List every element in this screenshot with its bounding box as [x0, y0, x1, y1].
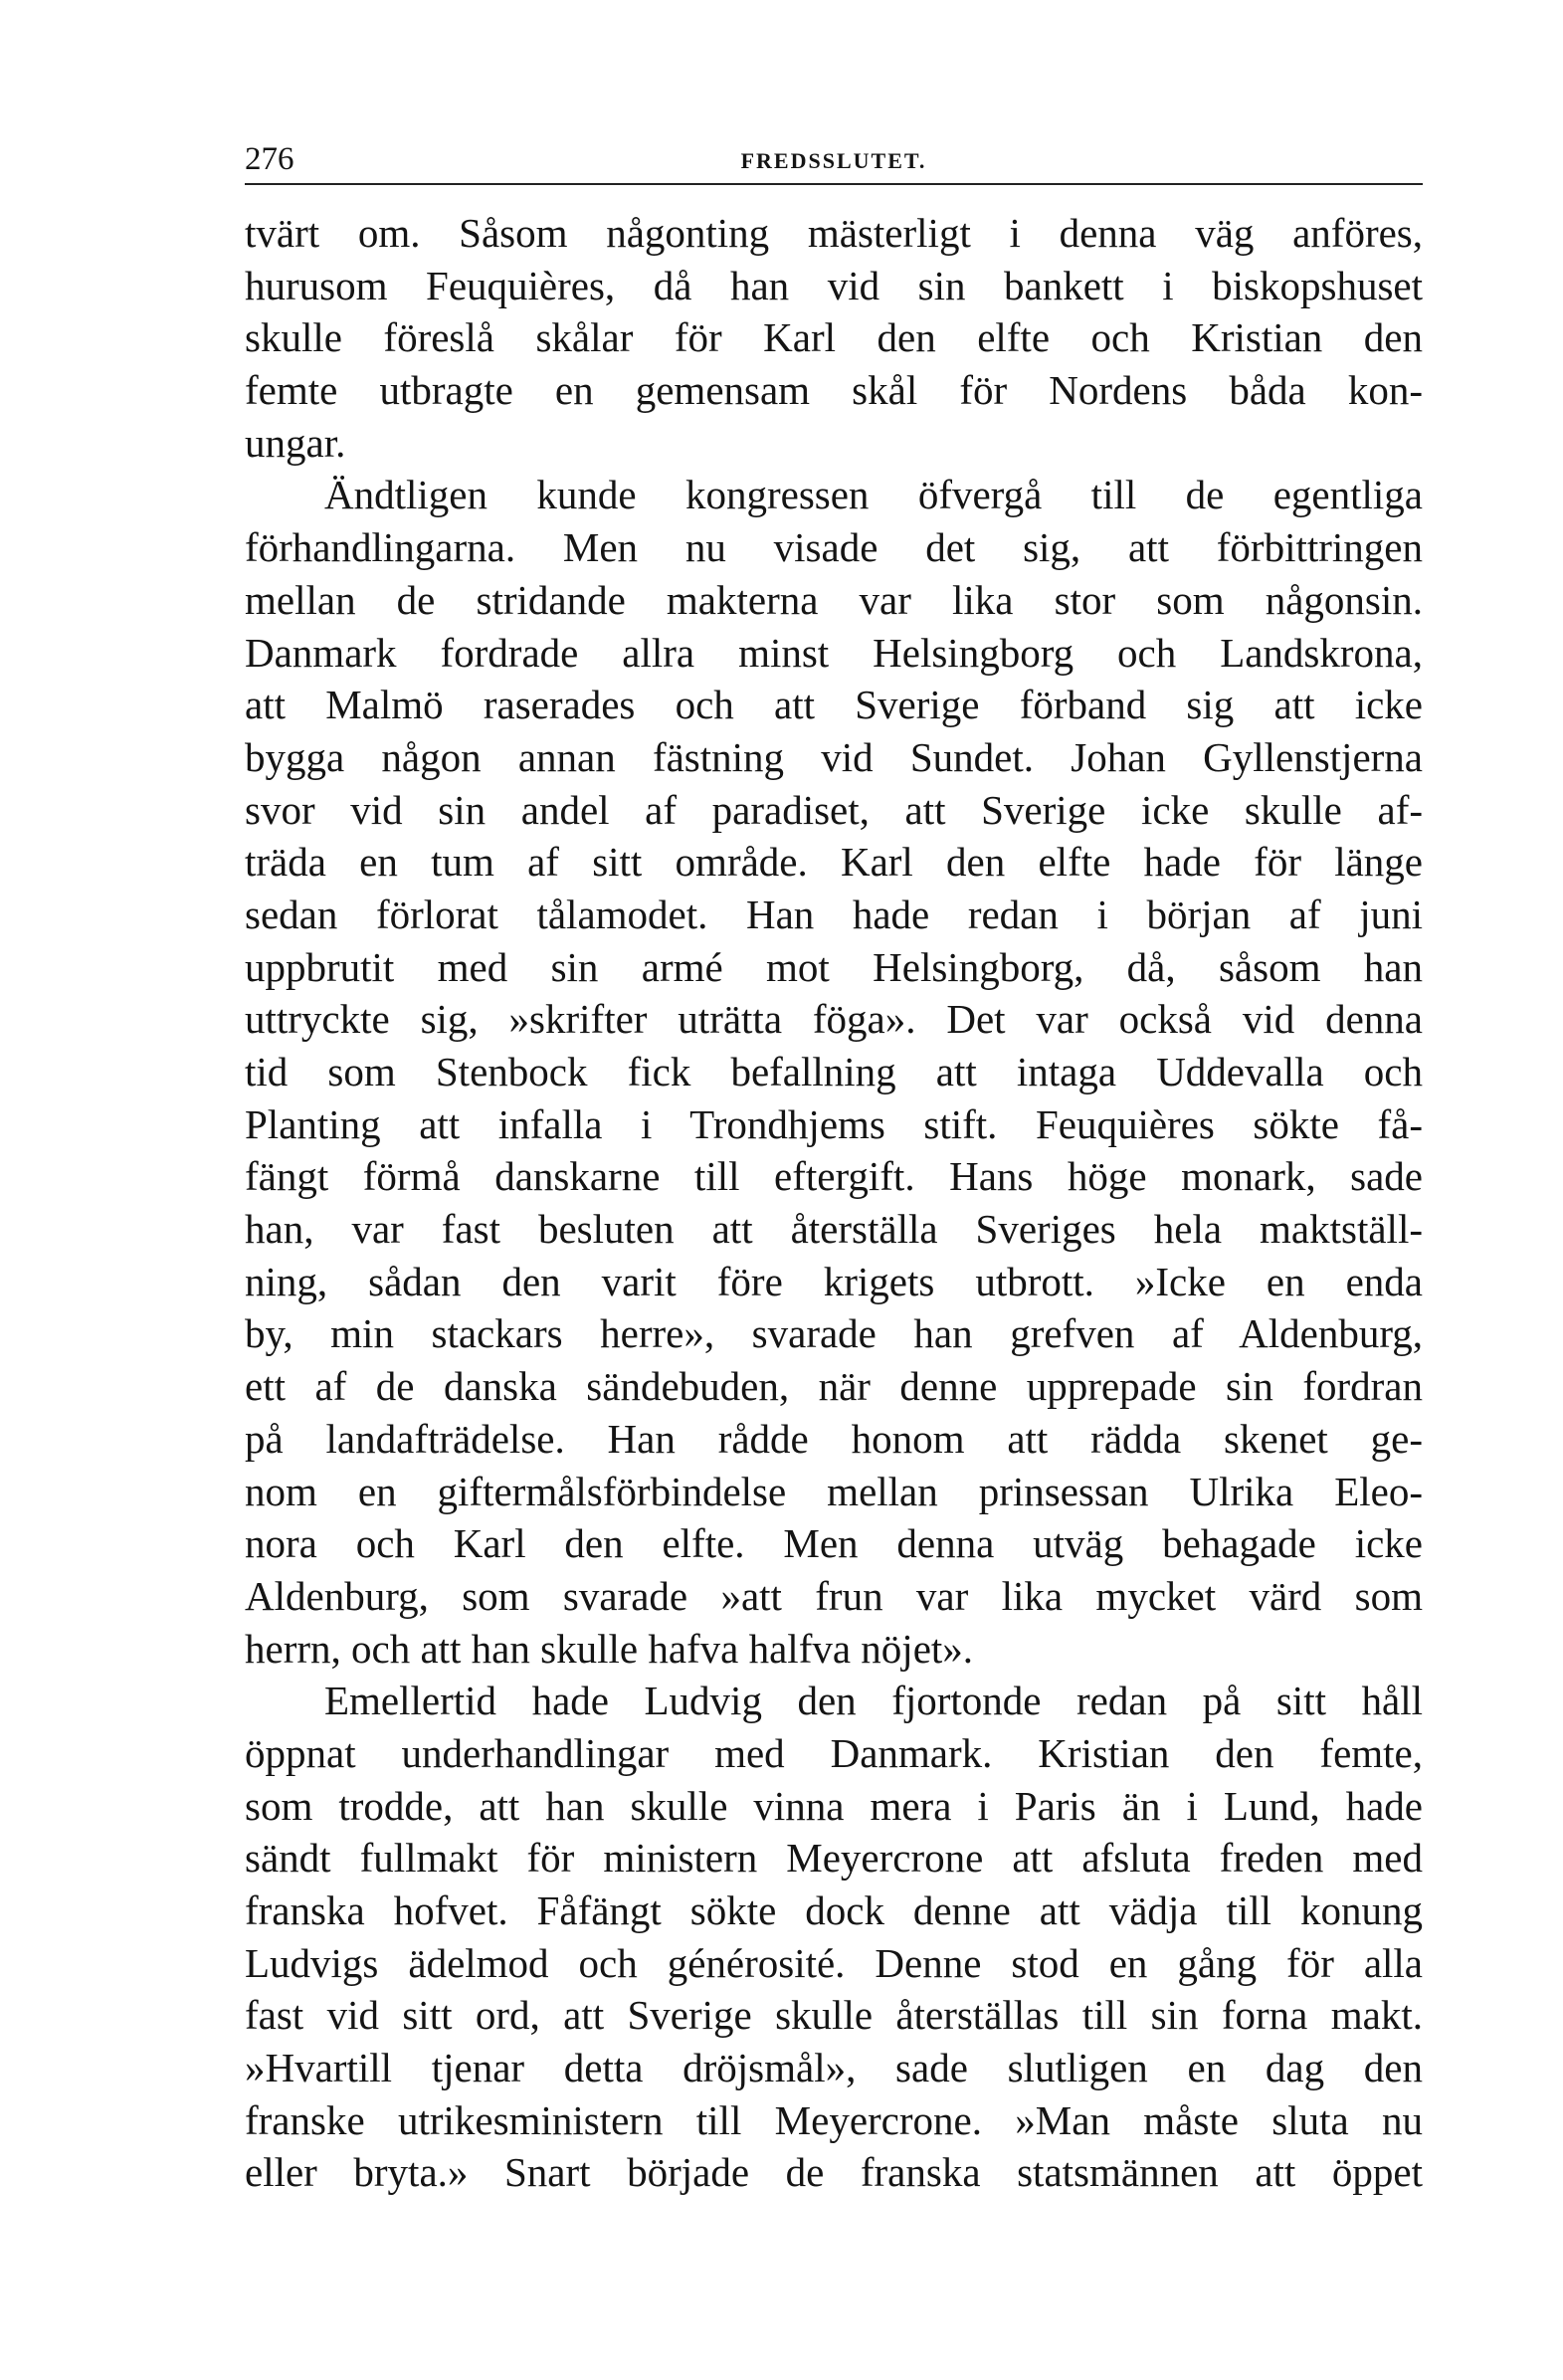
text-line: ning, sådan den varit före krigets utbrott. »Icke en enda: [245, 1258, 1423, 1304]
text-line: förhandlingarna. Men nu visade det sig, att förbittringen: [245, 524, 1423, 571]
page-number: 276: [245, 141, 294, 177]
text-line: nora och Karl den elfte. Men denna utväg behagade icke: [245, 1520, 1423, 1567]
paragraph-2: [245, 469, 1423, 1675]
text-line: skulle föreslå skålar för Karl den elfte och Kristian den: [245, 314, 1423, 361]
text-line: franska hofvet. Fåfängt sökte dock denne att vädja till konung: [245, 1887, 1423, 1933]
text-line: herrn, och att han skulle hafva halfva nöjet».: [245, 1625, 974, 1672]
running-title: FREDSSLUTET.: [740, 148, 927, 173]
text-line: ungar.: [245, 419, 346, 466]
text-line: Ändtligen kunde kongressen öfvergå till de egentliga: [324, 472, 1423, 518]
text-line: på landafträdelse. Han rådde honom att rädda skenet ge-: [245, 1415, 1423, 1462]
text-line: som trodde, att han skulle vinna mera i Paris än i Lund, hade: [245, 1782, 1423, 1829]
text-line: bygga någon annan fästning vid Sundet. Johan Gyllenstjerna: [245, 733, 1423, 780]
text-line: fast vid sitt ord, att Sverige skulle återställas till sin forna makt.: [245, 1992, 1423, 2039]
text-line: eller bryta.» Snart började de franska statsmännen att öppet: [245, 2149, 1423, 2196]
text-line: Ludvigs ädelmod och générosité. Denne stod en gång för alla: [245, 1939, 1423, 1986]
text-line: mellan de stridande makterna var lika stor som någonsin.: [245, 576, 1423, 623]
paragraph-3: [245, 1675, 1423, 2199]
text-line: franske utrikesministern till Meyercrone. »Man måste sluta nu: [245, 2096, 1423, 2143]
text-line: öppnat underhandlingar med Danmark. Kristian den femte,: [245, 1729, 1423, 1776]
text-line: tid som Stenbock fick befallning att intaga Uddevalla och: [245, 1049, 1423, 1094]
text-line: by, min stackars herre», svarade han grefven af Aldenburg,: [245, 1310, 1423, 1357]
book-page: [245, 139, 1423, 2199]
text-line: »Hvartill tjenar detta dröjsmål», sade slutligen en dag den: [245, 2045, 1423, 2091]
text-line: hurusom Feuquières, då han vid sin bankett i biskopshuset: [245, 262, 1423, 308]
text-line: ett af de danska sändebuden, när denne upprepade sin fordran: [245, 1363, 1423, 1410]
text-line: Aldenburg, som svarade »att frun var lika mycket värd som: [245, 1572, 1423, 1619]
text-line: Emellertid hade Ludvig den fjortonde redan på sitt håll: [324, 1678, 1423, 1724]
text-line: Planting att infalla i Trondhjems stift. Feuquières sökte få-: [245, 1100, 1423, 1147]
body-text: [245, 207, 1423, 2199]
text-line: tvärt om. Såsom någonting mästerligt i denna väg anföres,: [245, 210, 1423, 256]
text-line: fängt förmå danskarne till eftergift. Hans höge monark, sade: [245, 1153, 1423, 1200]
text-line: att Malmö raserades och att Sverige förband sig att icke: [245, 682, 1423, 728]
text-line: sedan förlorat tålamodet. Han hade redan i början af juni: [245, 891, 1423, 937]
text-line: femte utbragte en gemensam skål för Nordens båda kon-: [245, 367, 1423, 414]
paragraph-1: [245, 207, 1423, 469]
text-line: Danmark fordrade allra minst Helsingborg och Landskrona,: [245, 629, 1423, 676]
text-line: uttryckte sig, »skrifter uträtta föga». Det var också vid denna: [245, 996, 1423, 1043]
text-line: träda en tum af sitt område. Karl den elfte hade för länge: [245, 839, 1423, 886]
running-head: [245, 139, 1423, 185]
text-line: nom en giftermålsförbindelse mellan prinsessan Ulrika Eleo-: [245, 1468, 1423, 1514]
text-line: sändt fullmakt för ministern Meyercrone att afsluta freden med: [245, 1835, 1423, 1882]
text-line: han, var fast besluten att återställa Sveriges hela maktställ-: [245, 1206, 1423, 1253]
text-line: uppbrutit med sin armé mot Helsingborg, då, såsom han: [245, 943, 1423, 990]
text-line: svor vid sin andel af paradiset, att Sverige icke skulle af-: [245, 786, 1423, 833]
